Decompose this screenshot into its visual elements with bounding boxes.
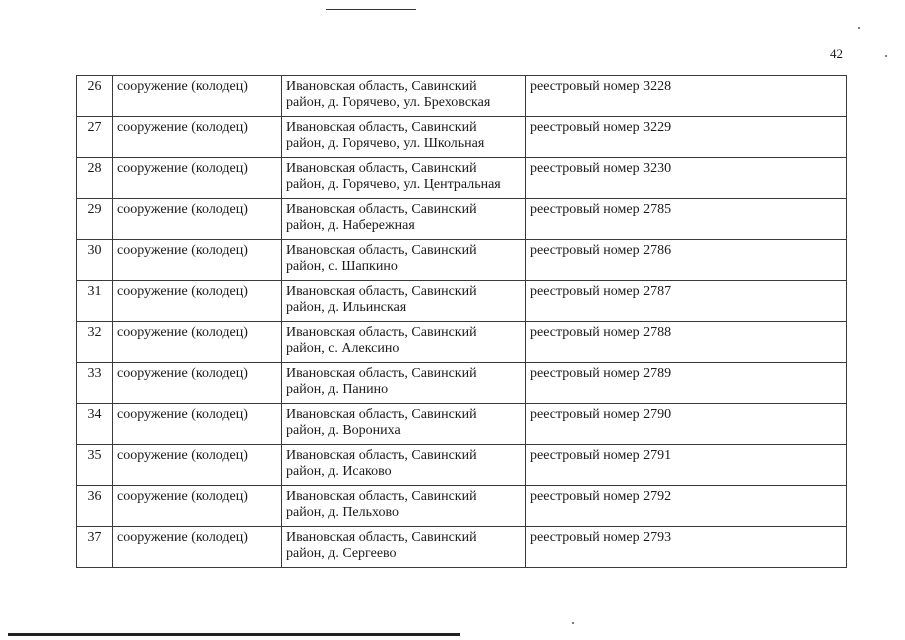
address-line: Ивановская область, Савинский bbox=[286, 161, 477, 176]
object-address bbox=[282, 486, 526, 527]
address-line: район, д. Сергеево bbox=[286, 546, 397, 561]
registry-number: реестровый номер 2793 bbox=[526, 527, 847, 568]
table-row bbox=[77, 404, 847, 445]
object-name: сооружение (колодец) bbox=[113, 322, 282, 363]
registry-number: реестровый номер 2792 bbox=[526, 486, 847, 527]
scan-speck bbox=[858, 27, 860, 29]
table-row bbox=[77, 240, 847, 281]
address-line: Ивановская область, Савинский bbox=[286, 79, 477, 94]
top-rule bbox=[326, 9, 416, 10]
object-address bbox=[282, 363, 526, 404]
registry-number: реестровый номер 3228 bbox=[526, 76, 847, 117]
address-line: район, д. Ильинская bbox=[286, 300, 407, 315]
address-line: Ивановская область, Савинский bbox=[286, 325, 477, 340]
table-row bbox=[77, 158, 847, 199]
table-row bbox=[77, 445, 847, 486]
object-address bbox=[282, 240, 526, 281]
table-row bbox=[77, 281, 847, 322]
address-line: район, д. Горячево, ул. Школьная bbox=[286, 136, 485, 151]
object-name: сооружение (колодец) bbox=[113, 445, 282, 486]
object-address bbox=[282, 199, 526, 240]
address-line: район, д. Набережная bbox=[286, 218, 415, 233]
table-row bbox=[77, 117, 847, 158]
address-line: район, с. Алексино bbox=[286, 341, 400, 356]
object-name: сооружение (колодец) bbox=[113, 240, 282, 281]
table-row bbox=[77, 363, 847, 404]
address-line: район, д. Панино bbox=[286, 382, 389, 397]
registry-table-body bbox=[77, 76, 847, 568]
row-number: 27 bbox=[77, 117, 113, 158]
address-line: район, д. Пельхово bbox=[286, 505, 399, 520]
registry-number: реестровый номер 2790 bbox=[526, 404, 847, 445]
bottom-rule bbox=[8, 633, 460, 636]
scan-speck bbox=[885, 55, 887, 57]
object-address bbox=[282, 404, 526, 445]
table-row bbox=[77, 527, 847, 568]
address-line: район, д. Ворониха bbox=[286, 423, 401, 438]
row-number: 29 bbox=[77, 199, 113, 240]
address-line: Ивановская область, Савинский bbox=[286, 284, 477, 299]
address-line: Ивановская область, Савинский bbox=[286, 448, 477, 463]
table-row bbox=[77, 486, 847, 527]
object-address bbox=[282, 76, 526, 117]
address-line: Ивановская область, Савинский bbox=[286, 120, 477, 135]
object-name: сооружение (колодец) bbox=[113, 281, 282, 322]
object-name: сооружение (колодец) bbox=[113, 199, 282, 240]
address-line: район, с. Шапкино bbox=[286, 259, 398, 274]
object-address bbox=[282, 322, 526, 363]
scan-speck bbox=[572, 622, 574, 624]
table-row bbox=[77, 322, 847, 363]
object-address bbox=[282, 158, 526, 199]
row-number: 31 bbox=[77, 281, 113, 322]
registry-table bbox=[76, 75, 847, 568]
address-line: район, д. Горячево, ул. Бреховская bbox=[286, 95, 491, 110]
registry-number: реестровый номер 3230 bbox=[526, 158, 847, 199]
address-line: Ивановская область, Савинский bbox=[286, 407, 477, 422]
row-number: 33 bbox=[77, 363, 113, 404]
object-name: сооружение (колодец) bbox=[113, 363, 282, 404]
registry-number: реестровый номер 2788 bbox=[526, 322, 847, 363]
row-number: 34 bbox=[77, 404, 113, 445]
row-number: 35 bbox=[77, 445, 113, 486]
registry-number: реестровый номер 3229 bbox=[526, 117, 847, 158]
address-line: Ивановская область, Савинский bbox=[286, 202, 477, 217]
row-number: 28 bbox=[77, 158, 113, 199]
row-number: 32 bbox=[77, 322, 113, 363]
table-row bbox=[77, 76, 847, 117]
row-number: 37 bbox=[77, 527, 113, 568]
registry-number: реестровый номер 2789 bbox=[526, 363, 847, 404]
object-name: сооружение (колодец) bbox=[113, 486, 282, 527]
object-address bbox=[282, 117, 526, 158]
registry-number: реестровый номер 2787 bbox=[526, 281, 847, 322]
object-name: сооружение (колодец) bbox=[113, 117, 282, 158]
address-line: Ивановская область, Савинский bbox=[286, 366, 477, 381]
registry-number: реестровый номер 2791 bbox=[526, 445, 847, 486]
row-number: 26 bbox=[77, 76, 113, 117]
address-line: Ивановская область, Савинский bbox=[286, 530, 477, 545]
registry-number: реестровый номер 2785 bbox=[526, 199, 847, 240]
object-name: сооружение (колодец) bbox=[113, 527, 282, 568]
object-name: сооружение (колодец) bbox=[113, 404, 282, 445]
registry-number: реестровый номер 2786 bbox=[526, 240, 847, 281]
address-line: район, д. Исаково bbox=[286, 464, 392, 479]
address-line: Ивановская область, Савинский bbox=[286, 243, 477, 258]
address-line: Ивановская область, Савинский bbox=[286, 489, 477, 504]
row-number: 36 bbox=[77, 486, 113, 527]
object-name: сооружение (колодец) bbox=[113, 158, 282, 199]
page-number: 42 bbox=[830, 46, 843, 61]
address-line: район, д. Горячево, ул. Центральная bbox=[286, 177, 501, 192]
object-address bbox=[282, 527, 526, 568]
object-address bbox=[282, 445, 526, 486]
object-address bbox=[282, 281, 526, 322]
object-name: сооружение (колодец) bbox=[113, 76, 282, 117]
row-number: 30 bbox=[77, 240, 113, 281]
table-row bbox=[77, 199, 847, 240]
